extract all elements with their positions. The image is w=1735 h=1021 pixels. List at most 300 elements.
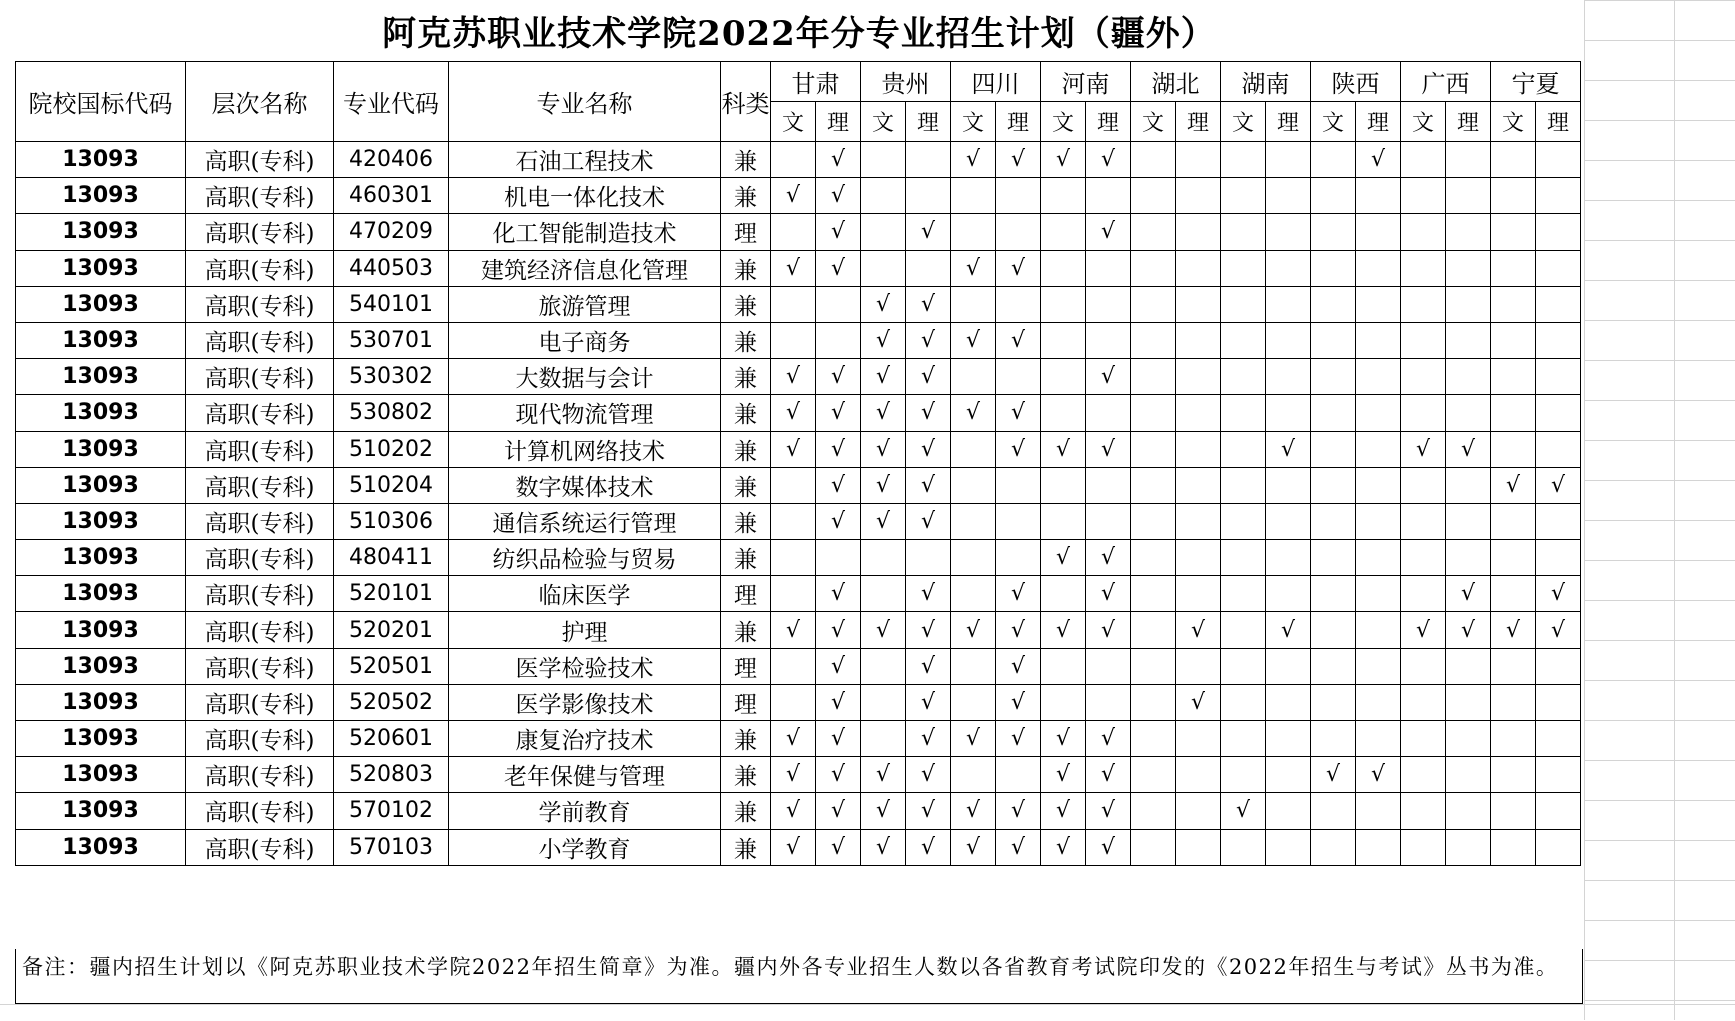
empty-cell [1221, 322, 1266, 358]
check-mark-cell: √ [906, 829, 951, 865]
empty-cell [1221, 286, 1266, 322]
check-mark-cell: √ [906, 322, 951, 358]
check-mark-cell: √ [1086, 359, 1131, 395]
empty-cell [771, 684, 816, 720]
table-body [16, 142, 1581, 866]
check-mark-cell: √ [951, 322, 996, 358]
check-mark-cell: √ [1356, 757, 1401, 793]
empty-cell [1401, 286, 1446, 322]
empty-cell [861, 684, 906, 720]
table-row [16, 467, 1581, 503]
empty-cell [1536, 684, 1581, 720]
category-cell: 兼 [721, 793, 771, 829]
major-code-cell: 520803 [334, 757, 449, 793]
check-mark-cell: √ [1266, 612, 1311, 648]
empty-cell [1131, 576, 1176, 612]
major-code-cell: 570103 [334, 829, 449, 865]
empty-cell [1266, 684, 1311, 720]
check-mark-cell: √ [996, 793, 1041, 829]
empty-cell [1491, 648, 1536, 684]
empty-cell [1356, 286, 1401, 322]
empty-cell [1311, 829, 1356, 865]
empty-cell [1266, 467, 1311, 503]
header-subject-li: 理 [1536, 102, 1581, 142]
check-mark-cell: √ [1266, 431, 1311, 467]
table-row [16, 648, 1581, 684]
empty-cell [1176, 322, 1221, 358]
empty-cell [816, 540, 861, 576]
major-code-cell: 420406 [334, 142, 449, 178]
check-mark-cell: √ [861, 286, 906, 322]
empty-cell [1311, 648, 1356, 684]
empty-cell [1131, 467, 1176, 503]
header-subject-li: 理 [906, 102, 951, 142]
level-cell: 高职(专科) [186, 286, 334, 322]
empty-cell [771, 322, 816, 358]
empty-cell [1221, 648, 1266, 684]
empty-cell [1491, 757, 1536, 793]
empty-cell [1266, 178, 1311, 214]
empty-cell [1446, 757, 1491, 793]
header-subject-wen: 文 [861, 102, 906, 142]
check-mark-cell: √ [906, 757, 951, 793]
empty-cell [1221, 395, 1266, 431]
level-cell: 高职(专科) [186, 757, 334, 793]
table-row [16, 286, 1581, 322]
header-row-provinces [16, 62, 1581, 102]
header-subject-wen: 文 [1311, 102, 1356, 142]
check-mark-cell: √ [906, 359, 951, 395]
empty-cell [1176, 142, 1221, 178]
check-mark-cell: √ [1491, 612, 1536, 648]
empty-cell [1401, 576, 1446, 612]
empty-cell [1221, 540, 1266, 576]
empty-cell [906, 142, 951, 178]
category-cell: 兼 [721, 540, 771, 576]
empty-cell [1446, 648, 1491, 684]
check-mark-cell: √ [771, 250, 816, 286]
empty-cell [1041, 250, 1086, 286]
check-mark-cell: √ [771, 793, 816, 829]
check-mark-cell: √ [996, 431, 1041, 467]
check-mark-cell: √ [906, 467, 951, 503]
empty-cell [1311, 322, 1356, 358]
empty-cell [1356, 576, 1401, 612]
school-code-cell: 13093 [16, 576, 186, 612]
check-mark-cell: √ [996, 684, 1041, 720]
empty-cell [861, 250, 906, 286]
empty-cell [1536, 793, 1581, 829]
check-mark-cell: √ [816, 612, 861, 648]
category-cell: 理 [721, 648, 771, 684]
check-mark-cell: √ [906, 576, 951, 612]
empty-cell [951, 684, 996, 720]
level-cell: 高职(专科) [186, 684, 334, 720]
header-province: 河南 [1041, 62, 1131, 102]
major-name-cell: 计算机网络技术 [449, 431, 721, 467]
empty-cell [1131, 757, 1176, 793]
check-mark-cell: √ [996, 829, 1041, 865]
empty-cell [1446, 359, 1491, 395]
major-name-cell: 旅游管理 [449, 286, 721, 322]
empty-cell [1311, 178, 1356, 214]
empty-cell [1356, 431, 1401, 467]
empty-cell [1401, 467, 1446, 503]
footnote: 备注：疆内招生计划以《阿克苏职业技术学院2022年招生简章》为准。疆内外各专业招生人数以各省教育考试院印发的《2022年招生与考试》丛书为准。 [15, 949, 1583, 1004]
level-cell: 高职(专科) [186, 648, 334, 684]
major-code-cell: 520601 [334, 721, 449, 757]
major-code-cell: 540101 [334, 286, 449, 322]
empty-cell [1176, 395, 1221, 431]
empty-cell [1176, 503, 1221, 539]
empty-cell [1266, 286, 1311, 322]
category-cell: 兼 [721, 178, 771, 214]
empty-cell [1086, 250, 1131, 286]
table-row [16, 395, 1581, 431]
empty-cell [996, 214, 1041, 250]
empty-cell [1491, 286, 1536, 322]
empty-cell [1491, 250, 1536, 286]
major-name-cell: 大数据与会计 [449, 359, 721, 395]
check-mark-cell: √ [1041, 540, 1086, 576]
empty-cell [1131, 395, 1176, 431]
header-subject-li: 理 [1086, 102, 1131, 142]
check-mark-cell: √ [996, 612, 1041, 648]
check-mark-cell: √ [996, 322, 1041, 358]
header-category: 科类 [721, 62, 771, 142]
empty-cell [1311, 359, 1356, 395]
empty-cell [1221, 431, 1266, 467]
category-cell: 兼 [721, 612, 771, 648]
major-code-cell: 520101 [334, 576, 449, 612]
empty-cell [1401, 142, 1446, 178]
category-cell: 兼 [721, 503, 771, 539]
major-code-cell: 520502 [334, 684, 449, 720]
header-subject-wen: 文 [1131, 102, 1176, 142]
empty-cell [861, 540, 906, 576]
empty-cell [1266, 829, 1311, 865]
school-code-cell: 13093 [16, 721, 186, 757]
major-code-cell: 480411 [334, 540, 449, 576]
check-mark-cell: √ [816, 431, 861, 467]
check-mark-cell: √ [1446, 612, 1491, 648]
check-mark-cell: √ [1446, 576, 1491, 612]
level-cell: 高职(专科) [186, 359, 334, 395]
empty-cell [1536, 322, 1581, 358]
major-name-cell: 学前教育 [449, 793, 721, 829]
check-mark-cell: √ [816, 142, 861, 178]
empty-cell [1401, 648, 1446, 684]
empty-cell [1311, 793, 1356, 829]
empty-cell [1356, 829, 1401, 865]
empty-cell [1356, 793, 1401, 829]
table-row [16, 431, 1581, 467]
school-code-cell: 13093 [16, 359, 186, 395]
empty-cell [1221, 214, 1266, 250]
major-code-cell: 440503 [334, 250, 449, 286]
check-mark-cell: √ [1221, 793, 1266, 829]
empty-cell [1356, 648, 1401, 684]
header-subject-wen: 文 [1221, 102, 1266, 142]
school-code-cell: 13093 [16, 395, 186, 431]
check-mark-cell: √ [1041, 142, 1086, 178]
check-mark-cell: √ [1176, 684, 1221, 720]
empty-cell [1131, 286, 1176, 322]
header-school-code: 院校国标代码 [16, 62, 186, 142]
category-cell: 兼 [721, 431, 771, 467]
empty-cell [1446, 684, 1491, 720]
level-cell: 高职(专科) [186, 503, 334, 539]
empty-cell [1221, 503, 1266, 539]
empty-cell [1176, 648, 1221, 684]
category-cell: 兼 [721, 829, 771, 865]
empty-cell [771, 540, 816, 576]
empty-cell [996, 178, 1041, 214]
table-row [16, 214, 1581, 250]
empty-cell [1176, 431, 1221, 467]
table-row [16, 322, 1581, 358]
empty-cell [1311, 431, 1356, 467]
table-row [16, 540, 1581, 576]
level-cell: 高职(专科) [186, 214, 334, 250]
level-cell: 高职(专科) [186, 178, 334, 214]
category-cell: 兼 [721, 322, 771, 358]
empty-cell [1536, 648, 1581, 684]
check-mark-cell: √ [816, 503, 861, 539]
empty-cell [1401, 322, 1446, 358]
check-mark-cell: √ [951, 829, 996, 865]
empty-cell [1491, 540, 1536, 576]
empty-cell [1491, 431, 1536, 467]
empty-cell [1311, 286, 1356, 322]
table-row [16, 721, 1581, 757]
empty-cell [771, 467, 816, 503]
level-cell: 高职(专科) [186, 250, 334, 286]
header-province: 甘肃 [771, 62, 861, 102]
check-mark-cell: √ [861, 757, 906, 793]
header-province: 四川 [951, 62, 1041, 102]
empty-cell [1311, 467, 1356, 503]
empty-cell [1041, 576, 1086, 612]
major-code-cell: 470209 [334, 214, 449, 250]
header-subject-wen: 文 [1041, 102, 1086, 142]
empty-cell [771, 214, 816, 250]
school-code-cell: 13093 [16, 684, 186, 720]
empty-cell [1446, 322, 1491, 358]
empty-cell [1266, 648, 1311, 684]
check-mark-cell: √ [816, 395, 861, 431]
empty-cell [951, 467, 996, 503]
check-mark-cell: √ [816, 829, 861, 865]
major-name-cell: 临床医学 [449, 576, 721, 612]
empty-cell [951, 359, 996, 395]
header-subject-wen: 文 [1401, 102, 1446, 142]
table-row [16, 684, 1581, 720]
empty-cell [1041, 286, 1086, 322]
empty-cell [1311, 684, 1356, 720]
empty-cell [1491, 829, 1536, 865]
empty-cell [1086, 684, 1131, 720]
check-mark-cell: √ [771, 359, 816, 395]
empty-cell [1356, 322, 1401, 358]
empty-cell [1536, 721, 1581, 757]
empty-cell [1536, 757, 1581, 793]
check-mark-cell: √ [1086, 721, 1131, 757]
table-row [16, 612, 1581, 648]
empty-cell [1266, 214, 1311, 250]
check-mark-cell: √ [951, 395, 996, 431]
major-code-cell: 520501 [334, 648, 449, 684]
empty-cell [1311, 721, 1356, 757]
empty-cell [1311, 142, 1356, 178]
check-mark-cell: √ [816, 757, 861, 793]
empty-cell [1356, 467, 1401, 503]
major-name-cell: 护理 [449, 612, 721, 648]
check-mark-cell: √ [771, 721, 816, 757]
empty-cell [996, 503, 1041, 539]
level-cell: 高职(专科) [186, 793, 334, 829]
empty-cell [861, 721, 906, 757]
check-mark-cell: √ [906, 431, 951, 467]
check-mark-cell: √ [906, 286, 951, 322]
check-mark-cell: √ [1086, 540, 1131, 576]
check-mark-cell: √ [861, 467, 906, 503]
school-code-cell: 13093 [16, 829, 186, 865]
check-mark-cell: √ [771, 757, 816, 793]
check-mark-cell: √ [1041, 431, 1086, 467]
major-name-cell: 通信系统运行管理 [449, 503, 721, 539]
empty-cell [1266, 250, 1311, 286]
major-name-cell: 康复治疗技术 [449, 721, 721, 757]
check-mark-cell: √ [861, 359, 906, 395]
check-mark-cell: √ [906, 214, 951, 250]
empty-cell [1536, 250, 1581, 286]
check-mark-cell: √ [861, 395, 906, 431]
empty-cell [1131, 250, 1176, 286]
check-mark-cell: √ [906, 395, 951, 431]
empty-cell [1131, 503, 1176, 539]
empty-cell [1131, 684, 1176, 720]
major-code-cell: 530701 [334, 322, 449, 358]
empty-cell [1356, 359, 1401, 395]
table-row [16, 576, 1581, 612]
empty-cell [816, 286, 861, 322]
empty-cell [1086, 503, 1131, 539]
empty-cell [1311, 250, 1356, 286]
major-code-cell: 460301 [334, 178, 449, 214]
check-mark-cell: √ [906, 684, 951, 720]
empty-cell [1446, 793, 1491, 829]
empty-cell [1446, 829, 1491, 865]
empty-cell [951, 757, 996, 793]
empty-cell [1401, 178, 1446, 214]
empty-cell [1491, 721, 1536, 757]
empty-cell [1356, 684, 1401, 720]
empty-cell [861, 214, 906, 250]
check-mark-cell: √ [1041, 793, 1086, 829]
empty-cell [1131, 829, 1176, 865]
empty-cell [951, 648, 996, 684]
empty-cell [1491, 214, 1536, 250]
check-mark-cell: √ [816, 684, 861, 720]
empty-cell [1221, 178, 1266, 214]
enrollment-plan-table [15, 61, 1581, 866]
category-cell: 兼 [721, 250, 771, 286]
school-code-cell: 13093 [16, 214, 186, 250]
empty-cell [1356, 214, 1401, 250]
school-code-cell: 13093 [16, 178, 186, 214]
empty-cell [1491, 793, 1536, 829]
check-mark-cell: √ [951, 142, 996, 178]
major-code-cell: 510306 [334, 503, 449, 539]
empty-cell [1401, 757, 1446, 793]
empty-cell [1401, 684, 1446, 720]
empty-cell [1266, 721, 1311, 757]
empty-cell [1491, 503, 1536, 539]
level-cell: 高职(专科) [186, 612, 334, 648]
check-mark-cell: √ [951, 721, 996, 757]
empty-cell [1536, 829, 1581, 865]
empty-cell [1536, 431, 1581, 467]
category-cell: 理 [721, 214, 771, 250]
empty-cell [1041, 214, 1086, 250]
check-mark-cell: √ [816, 793, 861, 829]
header-subject-li: 理 [1266, 102, 1311, 142]
empty-cell [1086, 178, 1131, 214]
empty-cell [1401, 721, 1446, 757]
school-code-cell: 13093 [16, 286, 186, 322]
empty-cell [1221, 576, 1266, 612]
table-row [16, 829, 1581, 865]
check-mark-cell: √ [816, 359, 861, 395]
empty-cell [1491, 178, 1536, 214]
empty-cell [906, 178, 951, 214]
empty-cell [1401, 793, 1446, 829]
school-code-cell: 13093 [16, 142, 186, 178]
empty-cell [1311, 395, 1356, 431]
empty-cell [1491, 395, 1536, 431]
school-code-cell: 13093 [16, 612, 186, 648]
check-mark-cell: √ [816, 648, 861, 684]
empty-cell [1401, 214, 1446, 250]
empty-cell [1221, 467, 1266, 503]
empty-cell [1266, 142, 1311, 178]
school-code-cell: 13093 [16, 250, 186, 286]
school-code-cell: 13093 [16, 540, 186, 576]
level-cell: 高职(专科) [186, 540, 334, 576]
empty-cell [1401, 503, 1446, 539]
empty-cell [1446, 503, 1491, 539]
empty-cell [1266, 793, 1311, 829]
header-subject-li: 理 [1176, 102, 1221, 142]
category-cell: 兼 [721, 359, 771, 395]
category-cell: 兼 [721, 142, 771, 178]
empty-cell [1221, 142, 1266, 178]
empty-cell [951, 503, 996, 539]
empty-cell [1176, 467, 1221, 503]
school-code-cell: 13093 [16, 648, 186, 684]
table-row [16, 503, 1581, 539]
category-cell: 兼 [721, 395, 771, 431]
category-cell: 兼 [721, 721, 771, 757]
empty-cell [1086, 322, 1131, 358]
check-mark-cell: √ [1086, 576, 1131, 612]
empty-cell [1041, 359, 1086, 395]
empty-cell [1491, 359, 1536, 395]
empty-cell [1311, 540, 1356, 576]
empty-cell [1041, 467, 1086, 503]
empty-cell [906, 540, 951, 576]
